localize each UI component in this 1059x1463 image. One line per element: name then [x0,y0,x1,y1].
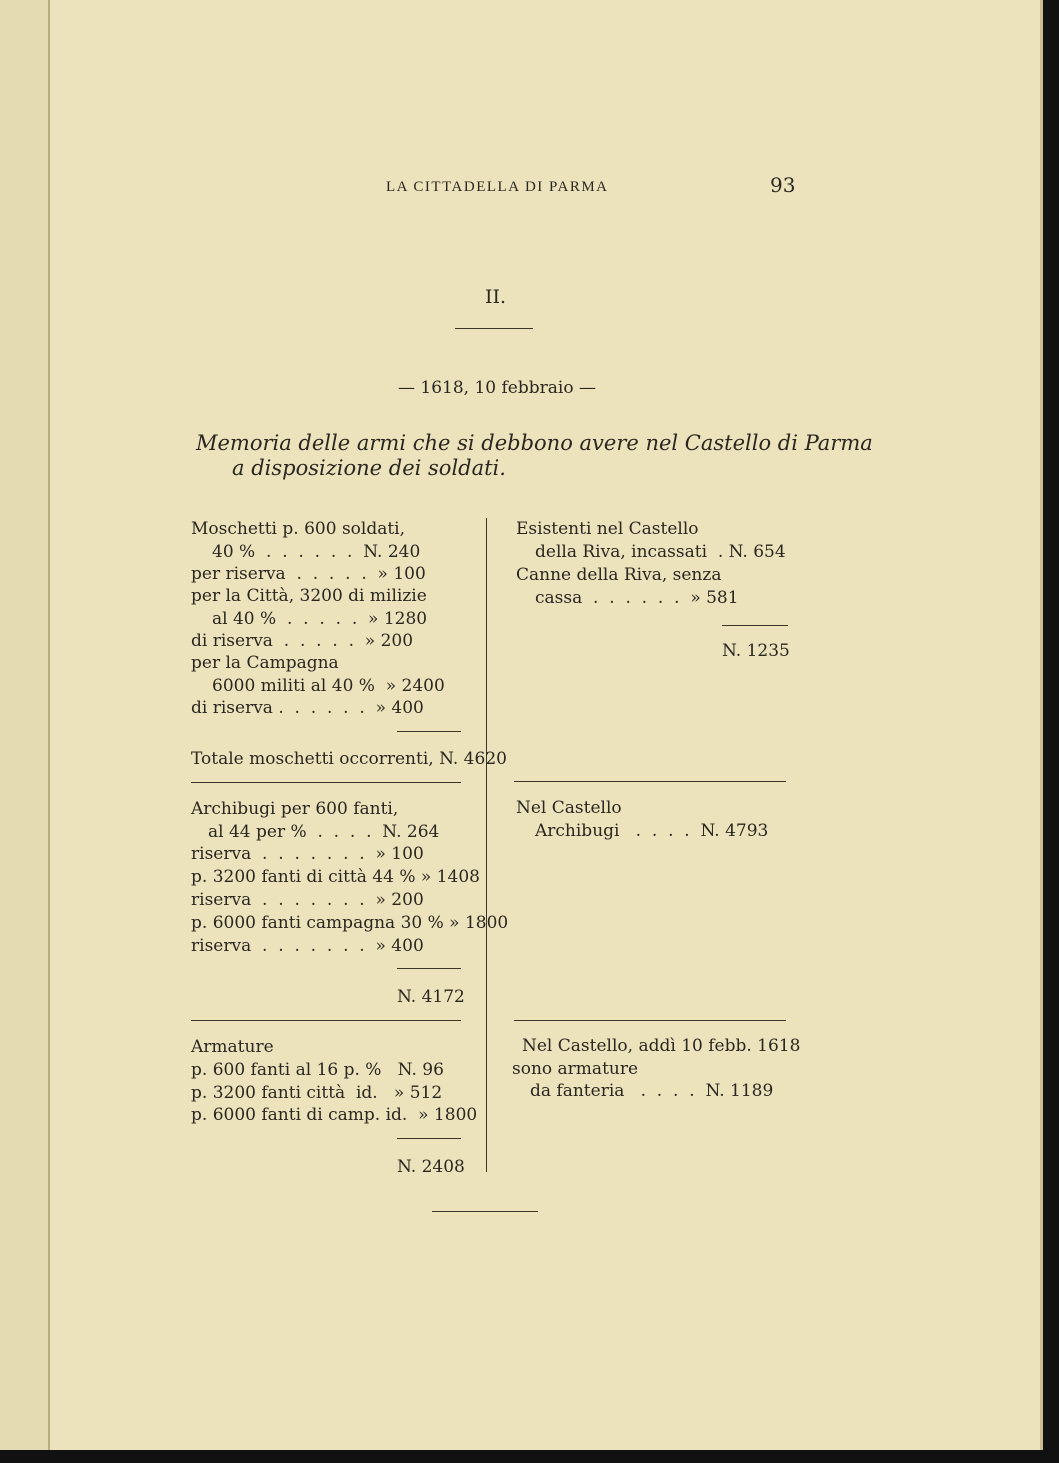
list-item: Archibugi per 600 fanti, [191,799,399,819]
sum-rule [397,731,461,732]
list-item: per la Campagna [191,653,339,673]
list-item: cassa . . . . . . » 581 [535,588,739,608]
list-item: p. 600 fanti al 16 p. % N. 96 [191,1060,444,1080]
list-item: al 40 % . . . . . » 1280 [212,609,428,629]
list-item: Nel Castello, addì 10 febb. 1618 [522,1036,801,1056]
list-item: di riserva . . . . . » 200 [191,631,414,651]
list-item: p. 3200 fanti città id. » 512 [191,1083,443,1103]
running-title: LA CITTADELLA DI PARMA [386,179,609,195]
list-item: riserva . . . . . . . » 100 [191,844,424,864]
end-rule [432,1211,538,1212]
list-item: p. 6000 fanti di camp. id. » 1800 [191,1105,478,1125]
list-item: Canne della Riva, senza [516,565,722,585]
list-item: da fanteria . . . . N. 1189 [530,1081,774,1101]
sum-rule [722,625,788,626]
list-item: sono armature [512,1059,639,1079]
list-item: Moschetti p. 600 soldati, [191,519,406,539]
list-item: p. 6000 fanti campagna 30 % » 1800 [191,913,509,933]
list-item: 40 % . . . . . . N. 240 [212,542,421,562]
list-item: Archibugi . . . . N. 4793 [535,821,769,841]
date-line: — 1618, 10 febbraio — [398,378,596,398]
block-separator [191,1020,461,1021]
list-item: per riserva . . . . . » 100 [191,564,426,584]
armature-total: N. 2408 [397,1157,465,1177]
esistenti-total: N. 1235 [722,641,790,661]
list-item: di riserva . . . . . . » 400 [191,698,424,718]
page-number: 93 [770,173,796,197]
document-title: Memoria delle armi che si debbono avere nel Castello di Parma [196,431,873,455]
list-item: Nel Castello [516,798,622,818]
sum-rule [397,968,461,969]
section-number: II. [485,286,507,308]
sum-rule [397,1138,461,1139]
list-item: per la Città, 3200 di milizie [191,586,427,606]
column-divider [486,518,487,1172]
list-item: p. 3200 fanti di città 44 % » 1408 [191,867,480,887]
moschetti-total: Totale moschetti occorrenti, N. 4620 [191,749,507,769]
block-separator [191,782,461,783]
previous-page-edge [0,0,50,1450]
list-item: 6000 militi al 40 % » 2400 [212,676,445,696]
block-separator [514,781,786,782]
document-title-continued: a disposizione dei soldati. [232,456,506,480]
archibugi-total: N. 4172 [397,987,465,1007]
list-item: al 44 per % . . . . N. 264 [208,822,440,842]
section-rule [455,328,533,329]
block-separator [514,1020,786,1021]
list-item: riserva . . . . . . . » 200 [191,890,424,910]
list-item: Esistenti nel Castello [516,519,699,539]
list-item: Armature [191,1037,274,1057]
list-item: della Riva, incassati . N. 654 [535,542,786,562]
list-item: riserva . . . . . . . » 400 [191,936,424,956]
